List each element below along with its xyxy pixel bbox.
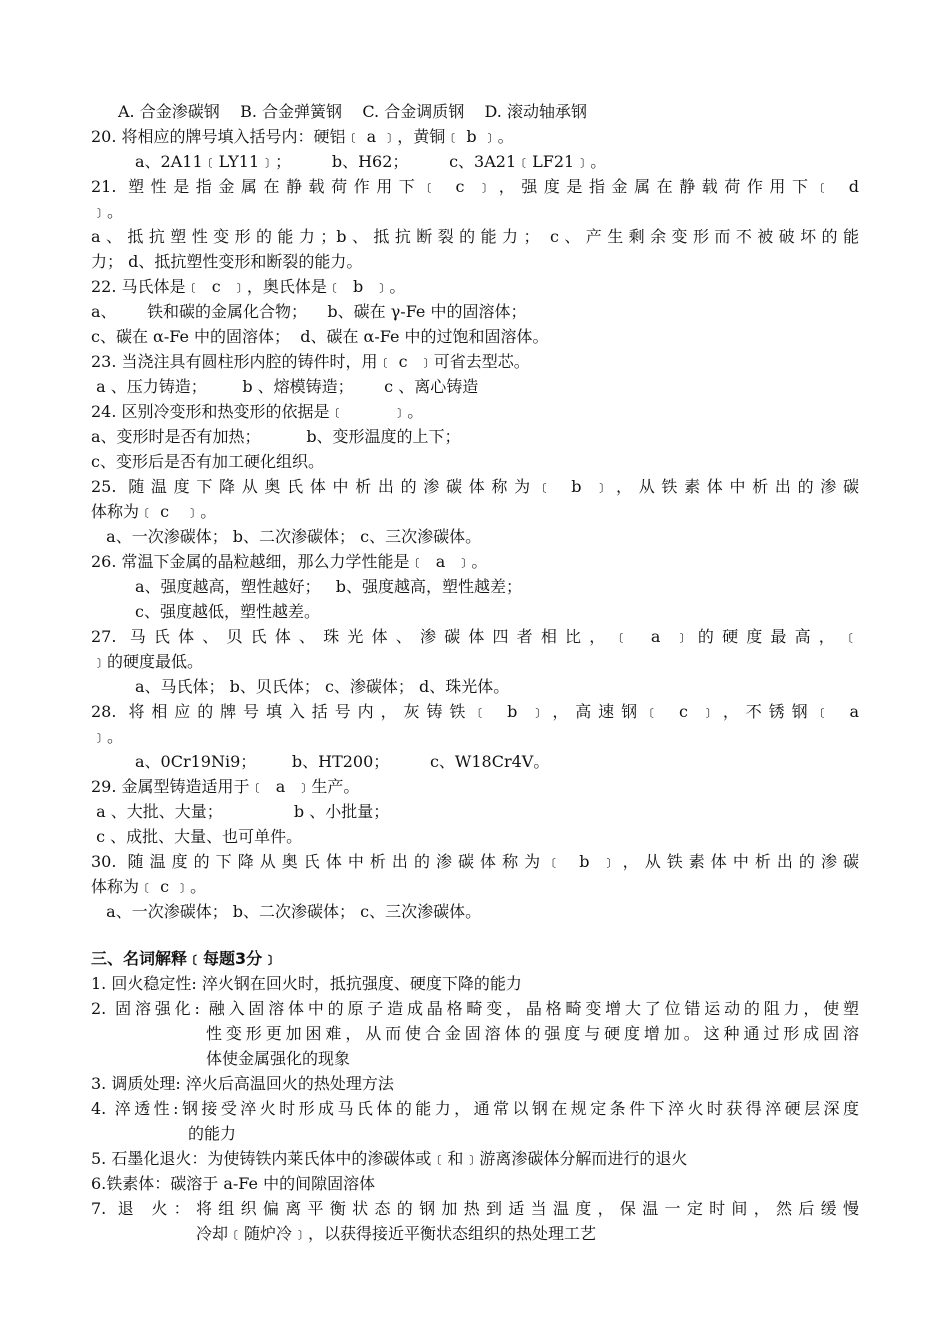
- q24-options-line1: a、变形时是否有加热； b、变形温度的上下；: [91, 427, 461, 446]
- q22-options-line1: a、 铁和碳的金属化合物； b、碳在 γ-Fe 中的固溶体；: [91, 302, 527, 321]
- term-6: 6.铁素体：碳溶于 a-Fe 中的间隙固溶体: [91, 1174, 376, 1193]
- q25-stem-line1: 25. 随温度下降从奥氏体中析出的渗碳体称为﹝ b ﹞，从铁素体中析出的渗碳: [91, 477, 859, 496]
- term-2-line2: 性变形更加困难，从而使合金固溶体的强度与硬度增加。这种通过形成固溶: [206, 1024, 859, 1043]
- q29-stem: 29. 金属型铸造适用于﹝ a ﹞生产。: [91, 777, 360, 796]
- q24-options-line2: c、变形后是否有加工硬化组织。: [91, 452, 324, 471]
- term-5: 5. 石墨化退火：为使铸铁内莱氏体中的渗碳体或﹝和﹞游离渗碳体分解而进行的退火: [91, 1149, 688, 1168]
- q29-options-line1: a 、大批、大量； b 、小批量；: [91, 802, 390, 821]
- q30-stem-line1: 30. 随温度的下降从奥氏体中析出的渗碳体称为﹝ b ﹞，从铁素体中析出的渗碳: [91, 852, 859, 871]
- q22-stem: 22. 马氏体是﹝ c ﹞，奥氏体是﹝ b ﹞。: [91, 277, 406, 296]
- term-2-line1: 2. 固溶强化: 融入固溶体中的原子造成晶格畸变，晶格畸变增大了位错运动的阻力，使塑: [91, 999, 859, 1018]
- q24-stem: 24. 区别冷变形和热变形的依据是﹝ ﹞。: [91, 402, 424, 421]
- q26-options-line1: a、强度越高，塑性越好； b、强度越高，塑性越差；: [135, 577, 523, 596]
- q21-options-line2: 力； d、抵抗塑性变形和断裂的能力。: [91, 252, 363, 271]
- term-4-line2: 的能力: [188, 1124, 237, 1143]
- q23-options: a 、压力铸造； b 、熔模铸造； c 、离心铸造: [91, 377, 479, 396]
- q23-stem: 23. 当浇注具有圆柱形内腔的铸件时，用﹝ c ﹞可省去型芯。: [91, 352, 530, 371]
- section3-heading: 三、名词解释﹝每题3分﹞: [91, 949, 279, 968]
- q27-options: a、马氏体； b、贝氏体； c、渗碳体； d、珠光体。: [135, 677, 510, 696]
- term-7-line1: 7. 退 火：将组织偏离平衡状态的钢加热到适当温度，保温一定时间，然后缓慢: [91, 1199, 859, 1218]
- q25-stem-line2: 体称为﹝ c ﹞。: [91, 502, 217, 521]
- term-3: 3. 调质处理: 淬火后高温回火的热处理方法: [91, 1074, 394, 1093]
- q27-stem-line2: ﹞的硬度最低。: [91, 652, 204, 671]
- term-2-line3: 体使金属强化的现象: [206, 1049, 351, 1068]
- q20-options: a、2A11﹝LY11﹞； b、H62； c、3A21﹝LF21﹞。: [135, 152, 607, 171]
- q30-stem-line2: 体称为﹝ c ﹞。: [91, 877, 207, 896]
- q21-stem-line1: 21. 塑性是指金属在静载荷作用下﹝ c ﹞，强度是指金属在静载荷作用下﹝ d: [91, 177, 859, 196]
- term-4-line1: 4. 淬透性:钢接受淬火时形成马氏体的能力，通常以钢在规定条件下淬火时获得淬硬层深度: [91, 1099, 859, 1118]
- q27-stem-line1: 27. 马氏体、贝氏体、珠光体、渗碳体四者相比，﹝ a ﹞的硬度最高，﹝: [91, 627, 859, 646]
- q22-options-line2: c、碳在 α-Fe 中的固溶体； d、碳在 α-Fe 中的过饱和固溶体。: [91, 327, 549, 346]
- q19-options: A. 合金渗碳钢 B. 合金弹簧钢 C. 合金调质钢 D. 滚动轴承钢: [118, 102, 587, 121]
- q29-options-line2: c 、成批、大量、也可单件。: [91, 827, 303, 846]
- q28-options: a、0Cr19Ni9； b、HT200； c、W18Cr4V。: [135, 752, 550, 771]
- q25-options: a、一次渗碳体； b、二次渗碳体； c、三次渗碳体。: [96, 527, 482, 546]
- q26-options-line2: c、强度越低，塑性越差。: [135, 602, 320, 621]
- term-7-line2: 冷却﹝随炉冷﹞，以获得接近平衡状态组织的热处理工艺: [196, 1224, 597, 1243]
- term-1: 1. 回火稳定性: 淬火钢在回火时，抵抗强度、硬度下降的能力: [91, 974, 522, 993]
- q28-stem-line1: 28. 将相应的牌号填入括号内，灰铸铁﹝ b ﹞，高速钢﹝ c ﹞，不锈钢﹝ a: [91, 702, 859, 721]
- q26-stem: 26. 常温下金属的晶粒越细，那么力学性能是﹝ a ﹞。: [91, 552, 488, 571]
- q20-stem: 20. 将相应的牌号填入括号内：硬铝﹝ a ﹞，黄铜﹝ b ﹞。: [91, 127, 514, 146]
- q21-options-line1: a、抵抗塑性变形的能力；b、抵抗断裂的能力； c、产生剩余变形而不被破坏的能: [91, 227, 859, 246]
- q21-stem-line2: ﹞。: [91, 202, 124, 221]
- q30-options: a、一次渗碳体； b、二次渗碳体； c、三次渗碳体。: [96, 902, 482, 921]
- q28-stem-line2: ﹞。: [91, 727, 124, 746]
